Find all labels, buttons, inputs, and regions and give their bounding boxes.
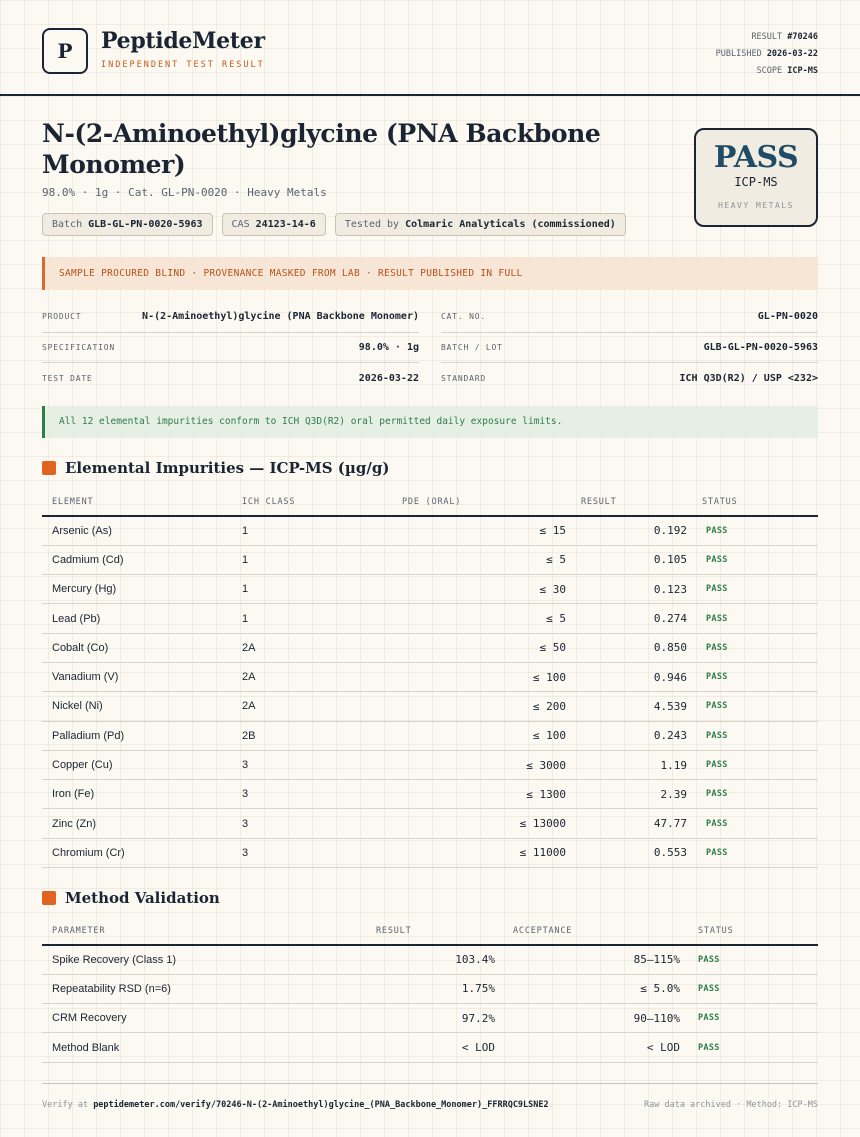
status-badge: PASS bbox=[687, 809, 818, 838]
detail-label: TEST DATE bbox=[42, 373, 93, 383]
result-value: 0.192 bbox=[566, 516, 687, 545]
ich-class: 1 bbox=[242, 516, 346, 545]
parameter-name: Method Blank bbox=[42, 1033, 342, 1062]
col-header-result: RESULT bbox=[342, 917, 495, 945]
element-name: Cadmium (Cd) bbox=[42, 545, 242, 574]
detail-row bbox=[42, 302, 419, 333]
status-badge: PASS bbox=[680, 974, 818, 1003]
table-row bbox=[42, 809, 818, 838]
detail-value: 2026-03-22 bbox=[358, 372, 419, 384]
ich-class: 2B bbox=[242, 721, 346, 750]
validation-result: 1.75% bbox=[342, 974, 495, 1003]
published-label: PUBLISHED bbox=[715, 49, 762, 59]
acceptance-range: ≤ 5.0% bbox=[495, 974, 680, 1003]
detail-value: GL-PN-0020 bbox=[757, 311, 818, 323]
result-number: #70246 bbox=[787, 32, 818, 42]
conformance-banner: All 12 elemental impurities conform to ICH Q3D(R2) oral permitted daily exposure limits. bbox=[42, 406, 818, 438]
element-name: Palladium (Pd) bbox=[42, 721, 242, 750]
validation-table bbox=[42, 917, 818, 1063]
detail-label: STANDARD bbox=[441, 373, 486, 383]
acceptance-range: 90–110% bbox=[495, 1004, 680, 1033]
col-header-element: ELEMENT bbox=[42, 488, 242, 516]
acceptance-range: < LOD bbox=[495, 1033, 680, 1062]
ich-class: 3 bbox=[242, 838, 346, 867]
parameter-name: Spike Recovery (Class 1) bbox=[42, 945, 342, 974]
status-badge: PASS bbox=[687, 633, 818, 662]
pde-limit: ≤ 1300 bbox=[346, 780, 566, 809]
pde-limit: ≤ 5 bbox=[346, 545, 566, 574]
status-badge: PASS bbox=[687, 838, 818, 867]
cas-chip bbox=[222, 213, 326, 236]
col-header-result: RESULT bbox=[566, 488, 687, 516]
table-header-row bbox=[42, 488, 818, 516]
detail-row bbox=[441, 333, 818, 364]
detail-label: PRODUCT bbox=[42, 312, 82, 322]
status-badge: PASS bbox=[687, 545, 818, 574]
result-value: 0.243 bbox=[566, 721, 687, 750]
scope-value: ICP-MS bbox=[787, 66, 818, 76]
result-value: 0.850 bbox=[566, 633, 687, 662]
brand-name: PeptideMeter bbox=[101, 28, 265, 54]
verdict-scope: HEAVY METALS bbox=[718, 201, 794, 210]
verify-line bbox=[42, 1100, 549, 1110]
detail-value: 98.0% · 1g bbox=[358, 341, 419, 353]
table-row bbox=[42, 633, 818, 662]
detail-row bbox=[42, 363, 419, 394]
element-name: Copper (Cu) bbox=[42, 750, 242, 779]
status-badge: PASS bbox=[687, 516, 818, 545]
table-row bbox=[42, 516, 818, 545]
table-row bbox=[42, 662, 818, 691]
status-badge: PASS bbox=[687, 692, 818, 721]
table-row bbox=[42, 838, 818, 867]
element-name: Arsenic (As) bbox=[42, 516, 242, 545]
result-value: 2.39 bbox=[566, 780, 687, 809]
scope-label: SCOPE bbox=[756, 66, 783, 76]
col-header-acceptance: ACCEPTANCE bbox=[495, 917, 680, 945]
ich-class: 1 bbox=[242, 604, 346, 633]
impurities-heading: Elemental Impurities — ICP-MS (µg/g) bbox=[65, 459, 390, 477]
status-badge: PASS bbox=[687, 662, 818, 691]
batch-chip bbox=[42, 213, 213, 236]
table-row bbox=[42, 1033, 818, 1062]
validation-heading: Method Validation bbox=[65, 889, 220, 907]
col-header-pde: PDE (ORAL) bbox=[346, 488, 566, 516]
parameter-name: Repeatability RSD (n=6) bbox=[42, 974, 342, 1003]
element-name: Lead (Pb) bbox=[42, 604, 242, 633]
status-badge: PASS bbox=[687, 780, 818, 809]
result-value: 0.105 bbox=[566, 545, 687, 574]
col-header-status: STATUS bbox=[687, 488, 818, 516]
result-value: 1.19 bbox=[566, 750, 687, 779]
detail-label: CAT. NO. bbox=[441, 312, 486, 322]
table-row bbox=[42, 545, 818, 574]
section-marker-icon bbox=[42, 461, 56, 475]
table-row bbox=[42, 750, 818, 779]
result-value: 0.274 bbox=[566, 604, 687, 633]
element-name: Vanadium (V) bbox=[42, 662, 242, 691]
element-name: Nickel (Ni) bbox=[42, 692, 242, 721]
result-label: RESULT bbox=[751, 32, 783, 42]
brand-subtitle: INDEPENDENT TEST RESULT bbox=[101, 60, 265, 70]
status-badge: PASS bbox=[687, 604, 818, 633]
pde-limit: ≤ 100 bbox=[346, 662, 566, 691]
blind-notice: SAMPLE PROCURED BLIND · PROVENANCE MASKED FROM LAB · RESULT PUBLISHED IN FULL bbox=[42, 257, 818, 290]
acceptance-range: 85–115% bbox=[495, 945, 680, 974]
verify-label: Verify at bbox=[42, 1100, 89, 1110]
validation-section-title bbox=[42, 889, 220, 907]
parameter-name: CRM Recovery bbox=[42, 1004, 342, 1033]
table-header-row bbox=[42, 917, 818, 945]
details-right bbox=[441, 302, 818, 394]
detail-label: SPECIFICATION bbox=[42, 342, 116, 352]
archive-note: Raw data archived · Method: ICP-MS bbox=[644, 1100, 818, 1110]
table-row bbox=[42, 692, 818, 721]
result-value: 0.123 bbox=[566, 575, 687, 604]
details-left bbox=[42, 302, 419, 394]
product-subtitle: 98.0% · 1g · Cat. GL-PN-0020 · Heavy Metals bbox=[42, 186, 327, 199]
table-row bbox=[42, 780, 818, 809]
ich-class: 2A bbox=[242, 692, 346, 721]
status-badge: PASS bbox=[687, 575, 818, 604]
ich-class: 3 bbox=[242, 750, 346, 779]
pde-limit: ≤ 13000 bbox=[346, 809, 566, 838]
impurities-table bbox=[42, 488, 818, 868]
ich-class: 1 bbox=[242, 575, 346, 604]
ich-class: 3 bbox=[242, 780, 346, 809]
status-badge: PASS bbox=[680, 1033, 818, 1062]
detail-value: N-(2-Aminoethyl)glycine (PNA Backbone Monomer) bbox=[142, 311, 419, 323]
status-badge: PASS bbox=[687, 721, 818, 750]
pde-limit: ≤ 5 bbox=[346, 604, 566, 633]
pde-limit: ≤ 15 bbox=[346, 516, 566, 545]
product-chips bbox=[42, 213, 626, 236]
verify-link[interactable]: peptidemeter.com/verify/70246-N-(2-Aminoethyl)glycine_(PNA_Backbone_Monomer)_FFRRQC9LSNE2 bbox=[93, 1100, 549, 1110]
logo-icon bbox=[42, 28, 88, 74]
pde-limit: ≤ 50 bbox=[346, 633, 566, 662]
status-badge: PASS bbox=[687, 750, 818, 779]
detail-value: ICH Q3D(R2) / USP <232> bbox=[679, 372, 818, 384]
ich-class: 2A bbox=[242, 662, 346, 691]
tested-by-chip bbox=[335, 213, 626, 236]
table-row bbox=[42, 1004, 818, 1033]
validation-result: 97.2% bbox=[342, 1004, 495, 1033]
cas-chip-value: 24123-14-6 bbox=[255, 219, 316, 230]
published-date: 2026-03-22 bbox=[766, 49, 818, 59]
tested-by-value: Colmaric Analyticals (commissioned) bbox=[405, 219, 616, 230]
detail-row bbox=[441, 302, 818, 333]
result-value: 0.946 bbox=[566, 662, 687, 691]
pde-limit: ≤ 200 bbox=[346, 692, 566, 721]
page-footer bbox=[42, 1083, 818, 1110]
status-badge: PASS bbox=[680, 945, 818, 974]
table-row bbox=[42, 945, 818, 974]
table-row bbox=[42, 721, 818, 750]
result-value: 47.77 bbox=[566, 809, 687, 838]
cas-chip-label: CAS bbox=[231, 219, 250, 230]
pde-limit: ≤ 3000 bbox=[346, 750, 566, 779]
page-title: N-(2-Aminoethyl)glycine (PNA Backbone Monomer) bbox=[42, 119, 601, 179]
tested-by-label: Tested by bbox=[344, 219, 400, 230]
status-badge: PASS bbox=[680, 1004, 818, 1033]
validation-result: 103.4% bbox=[342, 945, 495, 974]
ich-class: 1 bbox=[242, 545, 346, 574]
detail-value: GLB-GL-PN-0020-5963 bbox=[703, 341, 818, 353]
result-value: 0.553 bbox=[566, 838, 687, 867]
logo-letter: P bbox=[57, 39, 73, 63]
validation-result: < LOD bbox=[342, 1033, 495, 1062]
element-name: Mercury (Hg) bbox=[42, 575, 242, 604]
element-name: Zinc (Zn) bbox=[42, 809, 242, 838]
pde-limit: ≤ 11000 bbox=[346, 838, 566, 867]
detail-label: BATCH / LOT bbox=[441, 342, 503, 352]
ich-class: 2A bbox=[242, 633, 346, 662]
element-name: Chromium (Cr) bbox=[42, 838, 242, 867]
result-meta bbox=[716, 29, 818, 80]
ich-class: 3 bbox=[242, 809, 346, 838]
element-name: Iron (Fe) bbox=[42, 780, 242, 809]
element-name: Cobalt (Co) bbox=[42, 633, 242, 662]
pde-limit: ≤ 100 bbox=[346, 721, 566, 750]
verdict-stamp bbox=[694, 128, 818, 227]
col-header-parameter: PARAMETER bbox=[42, 917, 342, 945]
batch-chip-value: GLB-GL-PN-0020-5963 bbox=[88, 219, 203, 230]
batch-chip-label: Batch bbox=[52, 219, 83, 230]
detail-row bbox=[42, 333, 419, 364]
pde-limit: ≤ 30 bbox=[346, 575, 566, 604]
section-marker-icon bbox=[42, 891, 56, 905]
verdict-method: ICP-MS bbox=[734, 175, 778, 189]
result-value: 4.539 bbox=[566, 692, 687, 721]
verdict-result: PASS bbox=[713, 140, 799, 175]
impurities-section-title bbox=[42, 459, 389, 477]
table-row bbox=[42, 604, 818, 633]
table-row bbox=[42, 974, 818, 1003]
col-header-class: ICH CLASS bbox=[242, 488, 346, 516]
page-header bbox=[0, 0, 860, 96]
col-header-status: STATUS bbox=[680, 917, 818, 945]
table-row bbox=[42, 575, 818, 604]
detail-row bbox=[441, 363, 818, 394]
